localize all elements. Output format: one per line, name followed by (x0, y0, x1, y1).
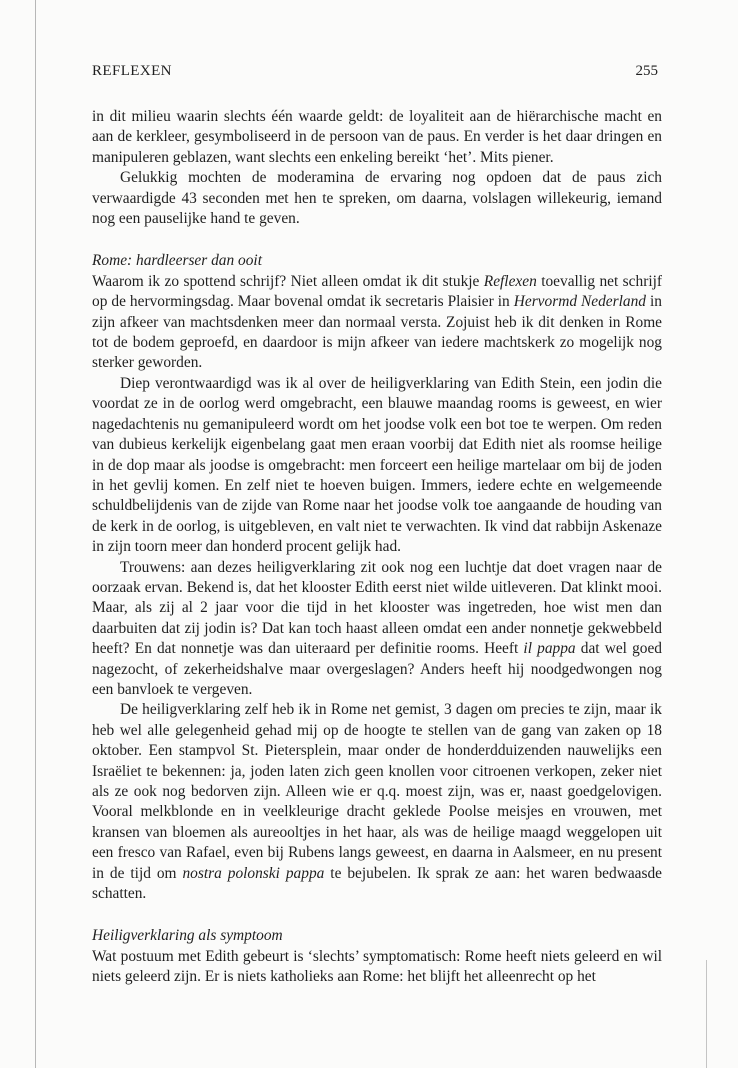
paragraph-2: Gelukkig mochten de moderamina de ervaring nog opdoen dat de paus zich verwaardigde 43 seconden met hen te spreken, om daarna, volslagen willekeurig, iemand nog een pauselijke hand te geven. (92, 169, 662, 228)
running-title: REFLEXEN (92, 63, 172, 79)
term-nostra-polonski-pappa: nostra polonski pappa (182, 864, 325, 882)
title-reflexen: Reflexen (483, 272, 537, 290)
paragraph-1: in dit milieu waarin slechts één waarde geldt: de loyaliteit aan de hiërarchische macht en aan de kerkleer, gesymboliseerd in de persoon van de paus. En verder is het daar dringen en manipuleren geblazen, want slechts een enkeling bereikt ‘het’. Mits piener. (92, 108, 662, 166)
body-text (92, 107, 662, 988)
page-number: 255 (635, 63, 658, 79)
paragraph-5: Trouwens: aan dezes heiligverklaring zit ook nog een luchtje dat doet vragen naar de oorzaak ervan. Bekend is, dat het klooster Edith eerst niet wilde uitleveren. Dat klinkt mooi. Maar, als zij al 2 jaar voor die tijd in het klooster was ingetreden, hoe wist men dan daarbuiten dat zij jodin is? Dat kan toch haast alleen omdat een ander nonnetje gekwebbeld heeft? En dat nonnetje was dan uiteraard per definitie rooms. Heeft il pappa dat wel goed nagezocht, of zekerheidshalve maar overgeslagen? Anders heeft hij noodgedwongen nog een banvloek te vergeven. (92, 558, 662, 698)
paragraph-7: Wat postuum met Edith gebeurt is ‘slechts’ symptomatisch: Rome heeft niets geleerd en wil niets geleerd zijn. Er is niets katholieks aan Rome: het blijft het alleenrecht op het (92, 947, 662, 986)
section-heading-symptoom: Heiligverklaring als symptoom (92, 927, 283, 945)
section-heading-rome: Rome: hardleerser dan ooit (92, 252, 262, 270)
term-il-pappa: il pappa (523, 640, 576, 658)
paragraph-3: Waarom ik zo spottend schrijf? Niet alleen omdat ik dit stukje Reflexen toevallig net schrijf op de hervormingsdag. Maar bovenal omdat ik secretaris Plaisier in Hervormd Nederland in zijn afkeer van machtsdenken meer dan normaal versta. Zojuist heb ik dit denken in Rome tot de bodem geproefd, en daardoor is mijn afkeer van iedere machtskerk zo mogelijk nog sterker geworden. (92, 272, 662, 372)
title-hervormd-nederland: Hervormd Nederland (513, 293, 646, 311)
paragraph-4: Diep verontwaardigd was ik al over de heiligverklaring van Edith Stein, een jodin die voordat ze in de oorlog werd omgebracht, een blauwe maandag rooms is geweest, en wier nagedachtenis nu gemanipuleerd wordt om het joodse volk een bot toe te werpen. Om reden van dubieus kerkelijk eigenbelang gaat men eraan voorbij dat Edith niet als roomse heilige in de dop maar als joodse is omgebracht: men forceert een heilige martelaar om bij de joden in het gevlij komen. En zelf niet te hoeven buigen. Immers, iedere echte en welgemeende schuldbelijdenis van de zijde van Rome naar het joodse volk toe aangaande de houding van de kerk in de oorlog, is uitgebleven, en valt niet te verwachten. Ik vind dat rabbijn Askenaze in zijn toorn meer dan honderd procent gelijk had. (92, 374, 662, 556)
paragraph-6: De heiligverklaring zelf heb ik in Rome net gemist, 3 dagen om precies te zijn, maar ik heb wel alle gelegenheid gehad mij op de hoogte te stellen van de gang van zaken op 18 oktober. Een stampvol St. Pietersplein, maar onder de honderdduizenden nauwelijks een Israëliet te bekennen: ja, joden laten zich geen knollen voor citroenen verkopen, zeker niet als ze ook nog bedorven zijn. Alleen wie er q.q. moest zijn, was er, naast goedgelovigen. Vooral melkblonde en in veelkleurige dracht geklede Poolse meisjes en vrouwen, met kransen van bloemen als aureooltjes in het haar, als was de heilige maagd weggelopen uit een fresco van Rafael, even bij Rubens langs geweest, en daarna in Aalsmeer, en nu present in de tijd om nostra polonski pappa te bejubelen. Ik sprak ze aan: het waren bedwaasde schatten. (92, 701, 662, 903)
scan-edge-line-left (35, 0, 36, 1068)
scan-edge-line-right (706, 960, 707, 1068)
